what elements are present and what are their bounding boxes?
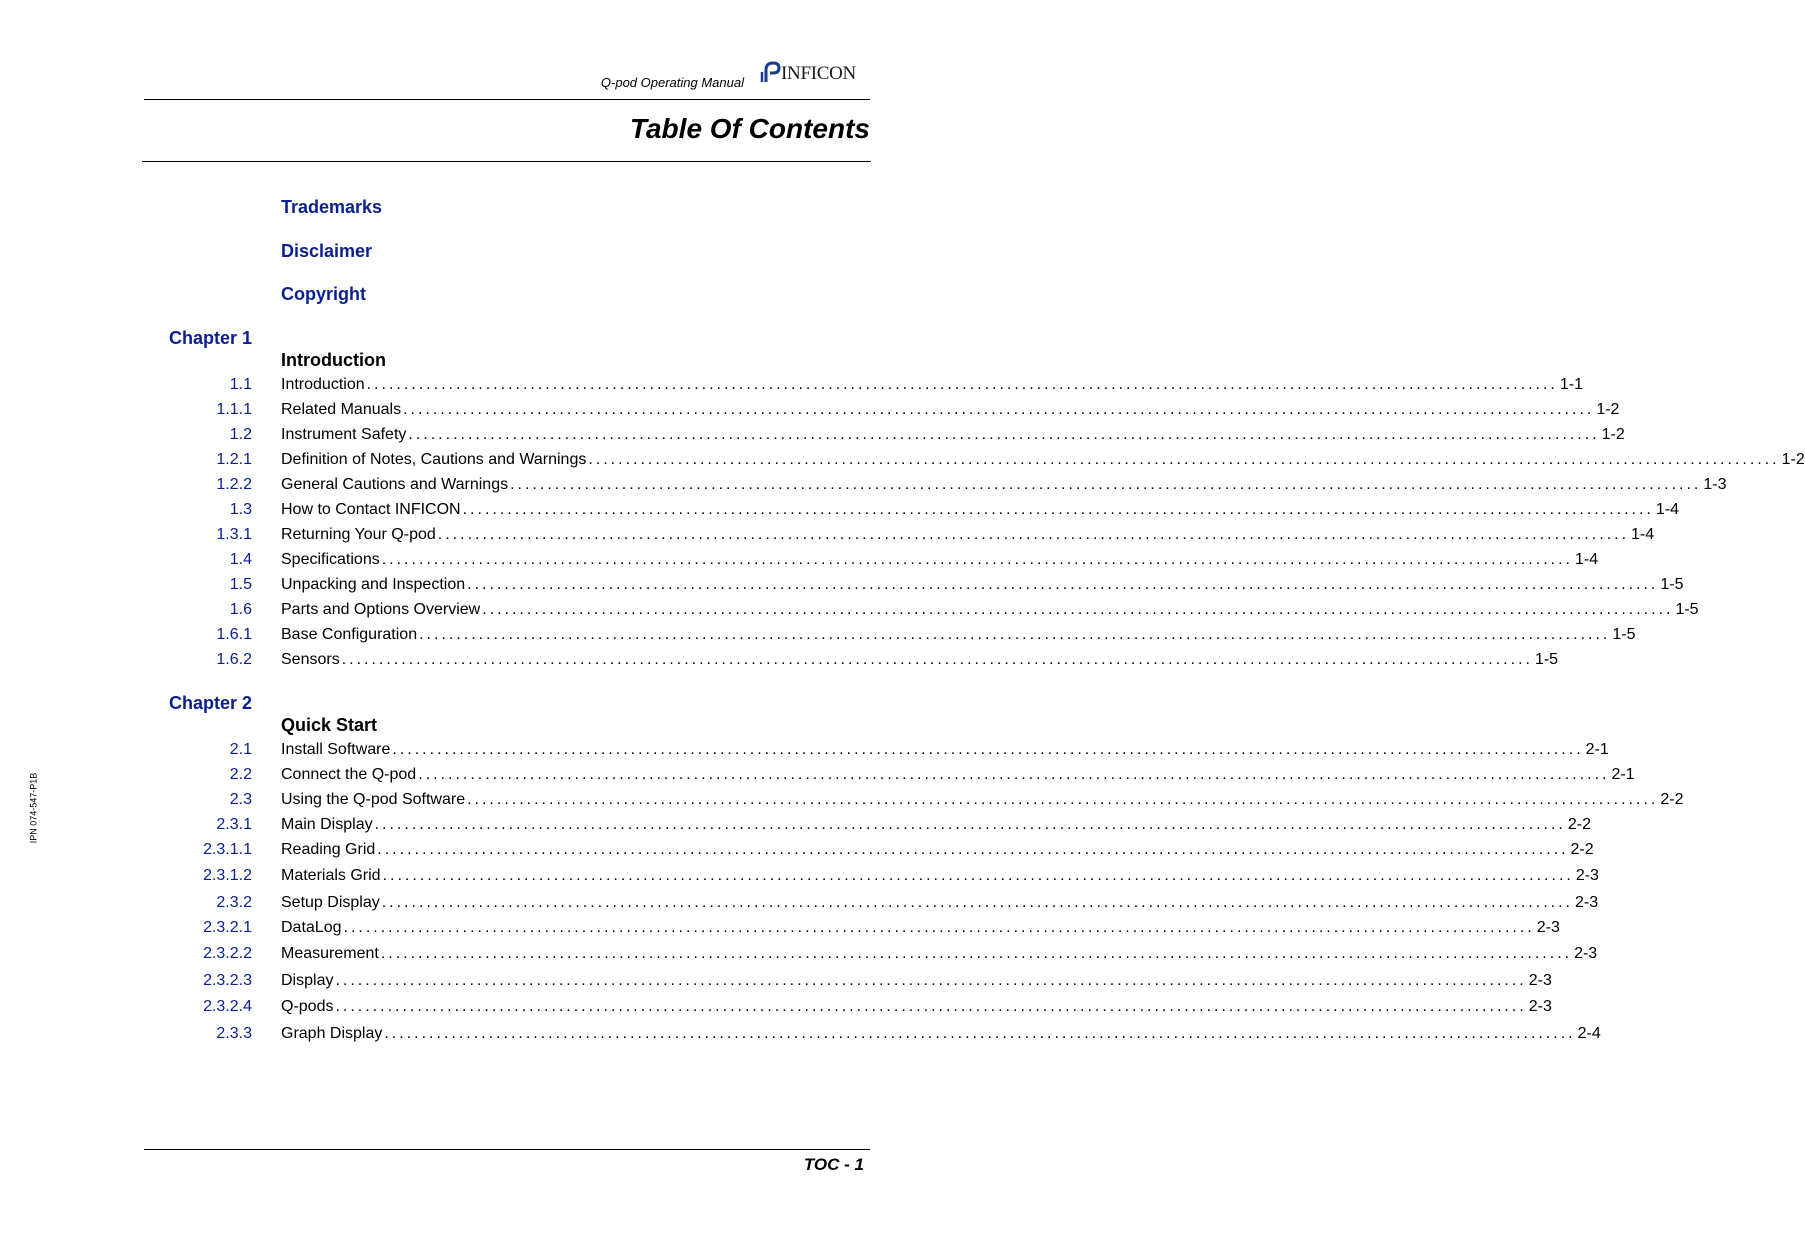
dot-leader: ................................................................................................................................................................ <box>380 945 1573 962</box>
toc-entry-title[interactable]: Specifications <box>281 551 380 568</box>
toc-entry-line <box>281 626 1636 644</box>
header-rule <box>144 99 870 100</box>
document-id: IPN 074-547-P1B <box>28 772 39 844</box>
toc-entry-number[interactable]: 1.3 <box>229 501 252 518</box>
toc-entry-number[interactable]: 2.3.2.3 <box>203 972 252 989</box>
toc-entry[interactable] <box>0 401 1620 423</box>
dot-leader: ................................................................................................................................................................ <box>462 501 1654 518</box>
toc-entry-page[interactable]: 2-3 <box>1536 919 1560 936</box>
toc-entry-line <box>281 741 1609 759</box>
toc-entry[interactable] <box>0 626 1636 648</box>
toc-entry-page[interactable]: 1-5 <box>1675 601 1699 618</box>
toc-entry-title[interactable]: Sensors <box>281 651 340 668</box>
toc-entry-page[interactable]: 2-3 <box>1528 998 1552 1015</box>
toc-entry[interactable] <box>0 576 1684 598</box>
toc-entry[interactable] <box>0 426 1625 448</box>
toc-entry-title[interactable]: How to Contact INFICON <box>281 501 461 518</box>
toc-entry[interactable] <box>0 476 1727 498</box>
toc-entry-line <box>281 791 1684 809</box>
toc-entry[interactable] <box>0 816 1591 838</box>
dot-leader: ................................................................................................................................................................ <box>467 576 1659 593</box>
toc-entry-title[interactable]: Instrument Safety <box>281 426 407 443</box>
toc-entry-line <box>281 601 1699 619</box>
toc-entry-title[interactable]: Q-pods <box>281 998 334 1015</box>
toc-entry-page[interactable]: 1-4 <box>1631 526 1655 543</box>
toc-entry-title[interactable]: Introduction <box>281 376 365 393</box>
dot-leader: ................................................................................................................................................................ <box>343 919 1535 936</box>
toc-entry-line <box>281 376 1583 394</box>
toc-entry-number[interactable]: 1.6.2 <box>216 651 252 668</box>
toc-entry-line <box>281 945 1598 963</box>
toc-entry[interactable] <box>0 451 1805 473</box>
toc-entry-page[interactable]: 1-4 <box>1655 501 1679 518</box>
toc-entry-number[interactable]: 1.2.1 <box>216 451 252 468</box>
toc-entry-title[interactable]: Definition of Notes, Cautions and Warnings <box>281 451 587 468</box>
toc-entry[interactable] <box>0 376 1583 398</box>
chapter-1-link[interactable]: Chapter 1 <box>168 328 252 348</box>
toc-entry[interactable] <box>0 998 1552 1020</box>
toc-entry-number[interactable]: 2.3.3 <box>216 1025 252 1042</box>
toc-link-trademarks[interactable]: Trademarks <box>281 197 383 217</box>
toc-entry-number[interactable]: 2.3 <box>229 791 252 808</box>
toc-entry-line <box>281 841 1594 859</box>
toc-entry[interactable] <box>0 741 1609 763</box>
toc-entry[interactable] <box>0 945 1598 967</box>
toc-entry-page[interactable]: 1-1 <box>1559 376 1583 393</box>
toc-entry-line <box>281 451 1805 469</box>
toc-entry[interactable] <box>0 551 1599 573</box>
dot-leader: ................................................................................................................................................................ <box>418 766 1610 783</box>
toc-entry-number[interactable]: 1.6.1 <box>216 626 252 643</box>
toc-entry-title[interactable]: Base Configuration <box>281 626 418 643</box>
dot-leader: ................................................................................................................................................................ <box>366 376 1558 393</box>
page-number: TOC - 1 <box>803 1155 864 1174</box>
toc-entry-line <box>281 894 1599 912</box>
toc-entry-number[interactable]: 2.3.2.1 <box>203 919 252 936</box>
toc-entry-number[interactable]: 2.3.2.4 <box>203 998 252 1015</box>
toc-entry[interactable] <box>0 651 1559 673</box>
toc-entry-line <box>281 998 1552 1016</box>
manual-title: Q-pod Operating Manual <box>600 75 744 90</box>
dot-leader: ................................................................................................................................................................ <box>392 741 1584 758</box>
toc-entry-title[interactable]: Returning Your Q-pod <box>281 526 436 543</box>
footer-rule <box>144 1149 870 1150</box>
toc-entry-line <box>281 1025 1601 1043</box>
toc-entry-page[interactable]: 2-2 <box>1660 791 1684 808</box>
dot-leader: ................................................................................................................................................................ <box>437 526 1630 543</box>
page-title: Table Of Contents <box>629 113 870 144</box>
toc-entry-title[interactable]: Connect the Q-pod <box>281 766 417 783</box>
chapter-2-link[interactable]: Chapter 2 <box>168 693 252 713</box>
toc-entry-number[interactable]: 2.3.1.2 <box>203 867 252 884</box>
toc-link-copyright[interactable]: Copyright <box>281 284 366 304</box>
toc-entry-page[interactable]: 2-3 <box>1574 894 1599 911</box>
toc-entry-number[interactable]: 1.2 <box>229 426 252 443</box>
toc-entry-title[interactable]: Reading Grid <box>281 841 376 858</box>
toc-entry-title[interactable]: Setup Display <box>281 894 380 911</box>
toc-entry[interactable] <box>0 791 1684 813</box>
dot-leader: ................................................................................................................................................................ <box>381 551 1573 568</box>
dot-leader: ................................................................................................................................................................ <box>384 1025 1576 1042</box>
toc-entry-page[interactable]: 1-5 <box>1660 576 1684 593</box>
toc-entry-line <box>281 476 1727 494</box>
toc-entry-line <box>281 919 1560 937</box>
toc-entry-page[interactable]: 2-1 <box>1611 766 1635 783</box>
toc-entry-number[interactable]: 1.1 <box>229 376 252 393</box>
toc-entry[interactable] <box>0 766 1635 788</box>
toc-entry-number[interactable]: 2.3.1.1 <box>203 841 252 858</box>
toc-entry-number[interactable]: 2.3.1 <box>216 816 252 833</box>
toc-entry[interactable] <box>0 972 1552 994</box>
toc-entry-number[interactable]: 2.2 <box>229 766 252 783</box>
dot-leader: ................................................................................................................................................................ <box>403 401 1595 418</box>
toc-entry[interactable] <box>0 526 1655 548</box>
toc-entry-number[interactable]: 1.3.1 <box>216 526 252 543</box>
toc-entry-line <box>281 551 1599 569</box>
dot-leader: ................................................................................................................................................................ <box>482 601 1674 618</box>
dot-leader: ................................................................................................................................................................ <box>335 972 1527 989</box>
toc-entry-title[interactable]: Main Display <box>281 816 373 833</box>
chapter-1-title[interactable]: Introduction <box>281 350 386 370</box>
dot-leader: ................................................................................................................................................................ <box>419 626 1611 643</box>
toc-link-disclaimer[interactable]: Disclaimer <box>281 241 373 261</box>
dot-leader: ................................................................................................................................................................ <box>381 894 1573 911</box>
dot-leader: ................................................................................................................................................................ <box>335 998 1527 1015</box>
toc-entry-title[interactable]: Using the Q-pod Software <box>281 791 466 808</box>
toc-entry-line <box>281 867 1599 885</box>
toc-entry-number[interactable]: 1.1.1 <box>216 401 252 418</box>
toc-entry-line <box>281 972 1552 990</box>
dot-leader: ................................................................................................................................................................ <box>382 867 1574 884</box>
toc-entry-title[interactable]: Measurement <box>281 945 379 962</box>
toc-entry-page[interactable]: 2-3 <box>1574 945 1598 962</box>
toc-entry[interactable] <box>0 1025 1601 1047</box>
toc-entry-page[interactable]: 2-2 <box>1570 841 1594 858</box>
toc-entry-title[interactable]: Related Manuals <box>281 401 402 418</box>
toc-entry-line <box>281 766 1635 784</box>
toc-entry-number[interactable]: 1.4 <box>229 551 252 568</box>
dot-leader: ................................................................................................................................................................ <box>374 816 1566 833</box>
toc-entry-title[interactable]: Materials Grid <box>281 867 381 884</box>
toc-entry-line <box>281 401 1620 419</box>
dot-leader: ................................................................................................................................................................ <box>377 841 1569 858</box>
toc-entry-title[interactable]: Install Software <box>281 741 391 758</box>
toc-entry-number[interactable]: 2.3.2.2 <box>203 945 252 962</box>
toc-entry-title[interactable]: General Cautions and Warnings <box>281 476 509 493</box>
toc-entry-line <box>281 426 1625 444</box>
toc-entry-line <box>281 816 1591 834</box>
toc-entry-page[interactable]: 1-5 <box>1612 626 1636 643</box>
toc-entry[interactable] <box>0 601 1699 623</box>
toc-entry-line <box>281 501 1679 519</box>
toc-entry[interactable] <box>0 841 1594 863</box>
toc-entry-number[interactable]: 1.6 <box>229 601 252 618</box>
toc-entry-page[interactable]: 2-4 <box>1577 1025 1601 1042</box>
toc-entry-page[interactable]: 1-3 <box>1703 476 1727 493</box>
title-rule <box>142 161 871 162</box>
toc-entry-number[interactable]: 1.5 <box>229 576 252 593</box>
toc-entry-page[interactable]: 1-4 <box>1574 551 1599 568</box>
toc-entry-number[interactable]: 2.1 <box>229 741 252 758</box>
toc-entry-page[interactable]: 1-2 <box>1601 426 1625 443</box>
toc-entry-page[interactable]: 2-2 <box>1567 816 1591 833</box>
toc-entry-title[interactable]: DataLog <box>281 919 342 936</box>
toc-entry-line <box>281 651 1559 669</box>
dot-leader: ................................................................................................................................................................ <box>588 451 1780 468</box>
dot-leader: ................................................................................................................................................................ <box>408 426 1600 443</box>
toc-entry-number[interactable]: 2.3.2 <box>216 894 252 911</box>
dot-leader: ................................................................................................................................................................ <box>467 791 1659 808</box>
toc-entry[interactable] <box>0 894 1599 916</box>
toc-entry-number[interactable]: 1.2.2 <box>216 476 252 493</box>
toc-entry-page[interactable]: 2-3 <box>1575 867 1599 884</box>
toc-entry-line <box>281 576 1684 594</box>
chapter-2-title[interactable]: Quick Start <box>281 715 378 735</box>
toc-entry-page[interactable]: 2-1 <box>1585 741 1609 758</box>
toc-entry-title[interactable]: Display <box>281 972 334 989</box>
dot-leader: ................................................................................................................................................................ <box>341 651 1533 668</box>
toc-entry-page[interactable]: 1-2 <box>1781 451 1805 468</box>
dot-leader: ................................................................................................................................................................ <box>510 476 1702 493</box>
toc-entry[interactable] <box>0 919 1560 941</box>
toc-entry-page[interactable]: 1-5 <box>1534 651 1559 668</box>
toc-entry[interactable] <box>0 867 1599 889</box>
toc-entry-title[interactable]: Unpacking and Inspection <box>281 576 466 593</box>
toc-entry-title[interactable]: Parts and Options Overview <box>281 601 481 618</box>
toc-entry[interactable] <box>0 501 1679 523</box>
inficon-logo <box>760 60 874 86</box>
toc-entry-line <box>281 526 1655 544</box>
toc-entry-page[interactable]: 1-2 <box>1596 401 1620 418</box>
toc-entry-title[interactable]: Graph Display <box>281 1025 383 1042</box>
logo-text: INFICON <box>781 63 856 84</box>
toc-entry-page[interactable]: 2-3 <box>1528 972 1552 989</box>
